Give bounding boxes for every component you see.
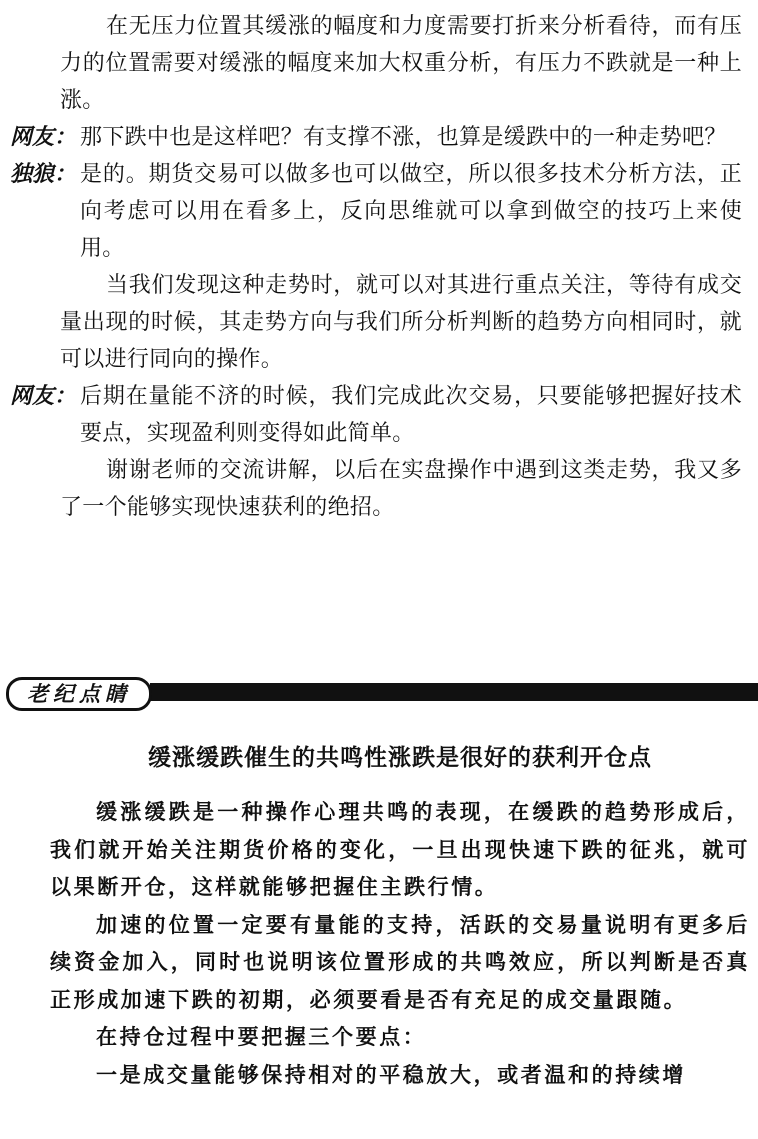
dialogue-exchange: [10, 119, 750, 156]
paragraph: 在持仓过程中要把握三个要点：: [96, 1024, 427, 1049]
commentary-section: [50, 741, 750, 1093]
speech-text: 那下跌中也是这样吧？有支撑不涨，也算是缓跌中的一种走势吧？: [80, 125, 727, 150]
speech-text: 是的。期货交易可以做多也可以做空，所以很多技术分析方法，正向考虑可以用在看多上，反向思维就可以拿到做空的技巧上来使用。: [80, 162, 742, 261]
paragraph: 谢谢老师的交流讲解，以后在实盘操作中遇到这类走势，我又多了一个能够实现快速获利的绝招。: [60, 458, 742, 520]
speaker-label: 网友：: [10, 124, 77, 150]
speaker-label: 独狼：: [10, 161, 77, 187]
section-banner: [0, 677, 758, 707]
paragraph: 在无压力位置其缓涨的幅度和力度需要打折来分析看待，而有压力的位置需要对缓涨的幅度来加大权重分析，有压力不跌就是一种上涨。: [60, 14, 742, 113]
dialogue-exchange: [10, 156, 750, 267]
banner-bar: [150, 683, 758, 701]
dialogue-section: [10, 8, 750, 526]
section-heading: 缓涨缓跌催生的共鸣性涨跌是很好的获利开仓点: [148, 745, 652, 771]
paragraph: 当我们发现这种走势时，就可以对其进行重点关注，等待有成交量出现的时候，其走势方向与我们所分析判断的趋势方向相同时，就可以进行同向的操作。: [60, 273, 742, 372]
paragraph: 缓涨缓跌是一种操作心理共鸣的表现，在缓跌的趋势形成后，我们就开始关注期货价格的变化，一旦出现快速下跌的征兆，就可以果断开仓，这样就能够把握住主跌行情。: [50, 799, 750, 899]
banner-label: 老纪点睛: [6, 677, 152, 711]
paragraph: 一是成交量能够保持相对的平稳放大，或者温和的持续增: [96, 1061, 686, 1087]
dialogue-exchange: [10, 378, 750, 452]
paragraph: 加速的位置一定要有量能的支持，活跃的交易量说明有更多后续资金加入，同时也说明该位置形成的共鸣效应，所以判断是否真正形成加速下跌的初期，必须要看是否有充足的成交量跟随。: [50, 911, 750, 1012]
speech-text: 后期在量能不济的时候，我们完成此次交易，只要能够把握好技术要点，实现盈利则变得如此简单。: [80, 384, 742, 446]
speaker-label: 网友：: [10, 383, 77, 409]
